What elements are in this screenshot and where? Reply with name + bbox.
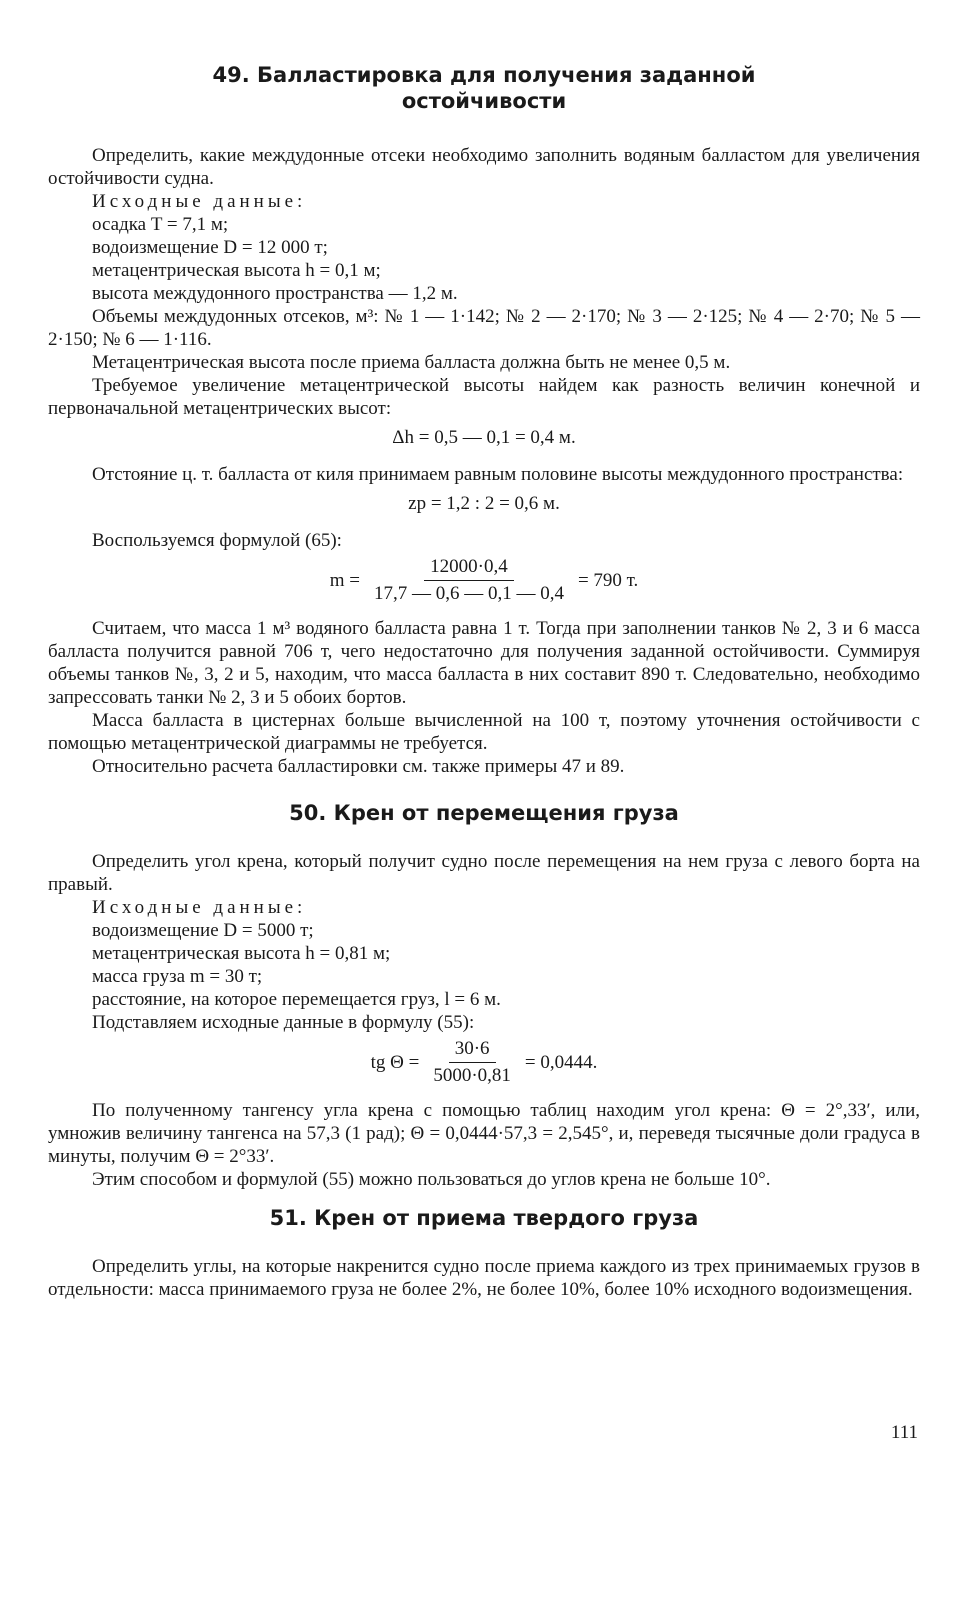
- page-content: [48, 62, 920, 1301]
- given-draft: осадка T = 7,1 м;: [92, 214, 229, 235]
- section-50-heading: 50. Крен от перемещения груза: [289, 801, 679, 825]
- equation-tangent-lhs: tg Θ =: [370, 1051, 420, 1073]
- section-49-mass-paragraph: Масса балласта в цистернах больше вычисленной на 100 т, поэтому уточнения остойчивости с помощью метацентрической диаграммы не требуется.: [48, 710, 920, 754]
- page-number: 111: [890, 1422, 918, 1443]
- section-49-required-increase: Требуемое увеличение метацентрической высоты найдем как разность величин конечной и первоначальной метацентрических высот:: [48, 375, 920, 419]
- equation-tangent-numerator: 30·6: [449, 1038, 496, 1063]
- given-displacement: водоизмещение D = 12 000 т;: [92, 237, 328, 258]
- equation-tangent-rhs: = 0,0444.: [524, 1051, 598, 1073]
- section-49-heading: [48, 62, 920, 114]
- equation-mass: [48, 556, 920, 605]
- given-cargo-mass: масса груза m = 30 т;: [92, 966, 263, 987]
- section-50-result-paragraph: По полученному тангенсу угла крена с помощью таблиц находим угол крена: Θ = 2°,33′, или, умножив величину тангенса на 57,3 (1 рад); Θ = 0,0444·57,3 = 2,545°, и, переведя тысячные доли градуса в минуты, получим Θ = 2°33′.: [48, 1100, 920, 1167]
- equation-tangent: [48, 1038, 920, 1087]
- equation-mass-lhs: m =: [329, 569, 360, 591]
- section-51-heading: 51. Крен от приема твердого груза: [269, 1206, 699, 1230]
- given-metacentric-height: метацентрическая высота h = 0,1 м;: [92, 260, 381, 281]
- equation-mass-numerator: 12000·0,4: [424, 556, 514, 581]
- equation-mass-denominator: 17,7 — 0,6 — 0,1 — 0,4: [373, 583, 564, 604]
- section-49-reference: Относительно расчета балластировки см. также примеры 47 и 89.: [92, 756, 625, 777]
- equation-tangent-denominator: 5000·0,81: [433, 1065, 511, 1086]
- section-49-intro: Определить, какие междудонные отсеки необходимо заполнить водяным балластом для увеличения остойчивости судна.: [48, 145, 920, 189]
- given-displacement: водоизмещение D = 5000 т;: [92, 920, 314, 941]
- equation-delta-h: Δh = 0,5 — 0,1 = 0,4 м.: [392, 427, 576, 448]
- equation-mass-rhs: = 790 т.: [577, 569, 639, 591]
- equation-tangent-fraction: [427, 1038, 517, 1087]
- given-shift-distance: расстояние, на которое перемещается груз, l = 6 м.: [92, 989, 501, 1010]
- section-50-given-label: Исходные данные:: [92, 897, 307, 918]
- section-49-use-formula: Воспользуемся формулой (65):: [92, 530, 342, 551]
- section-50-substitute: Подставляем исходные данные в формулу (55):: [92, 1012, 475, 1033]
- section-49-calc-paragraph: Считаем, что масса 1 м³ водяного балласта равна 1 т. Тогда при заполнении танков № 2, 3 и 6 масса балласта получится равной 706 т, чего недостаточно для получения заданной остойчивости. Суммируя объемы танков №, 3, 2 и 5, находим, что масса балласта в них составит 890 т. Следовательно, необходимо запрессовать танки № 2, 3 и 5 обоих бортов.: [48, 618, 920, 708]
- section-50-intro: Определить угол крена, который получит судно после перемещения на нем груза с левого борта на правый.: [48, 851, 920, 895]
- section-49-volumes: Объемы междудонных отсеков, м³: № 1 — 1·142; № 2 — 2·170; № 3 — 2·125; № 4 — 2·70; № 5 — 2·150; № 6 — 1·116.: [48, 306, 920, 350]
- section-49-title-line2: остойчивости: [401, 89, 567, 113]
- equation-mass-fraction: [368, 556, 570, 605]
- section-49-requirement: Метацентрическая высота после приема балласта должна быть не менее 0,5 м.: [92, 352, 731, 373]
- equation-zp: zp = 1,2 : 2 = 0,6 м.: [408, 493, 560, 514]
- section-49-given-label: Исходные данные:: [92, 191, 307, 212]
- section-49-title-line1: 49. Балластировка для получения заданной: [212, 63, 756, 87]
- section-49-distance-text: Отстояние ц. т. балласта от киля принимаем равным половине высоты междудонного пространства:: [92, 464, 904, 485]
- given-metacentric-height: метацентрическая высота h = 0,81 м;: [92, 943, 391, 964]
- section-51-intro: Определить углы, на которые накренится судно после приема каждого из трех принимаемых грузов в отдельности: масса принимаемого груза не более 2%, не более 10%, более 10% исходного водоизмещения.: [48, 1256, 920, 1300]
- section-50-limit-paragraph: Этим способом и формулой (55) можно пользоваться до углов крена не больше 10°.: [92, 1169, 771, 1190]
- given-double-bottom-height: высота междудонного пространства — 1,2 м.: [92, 283, 458, 304]
